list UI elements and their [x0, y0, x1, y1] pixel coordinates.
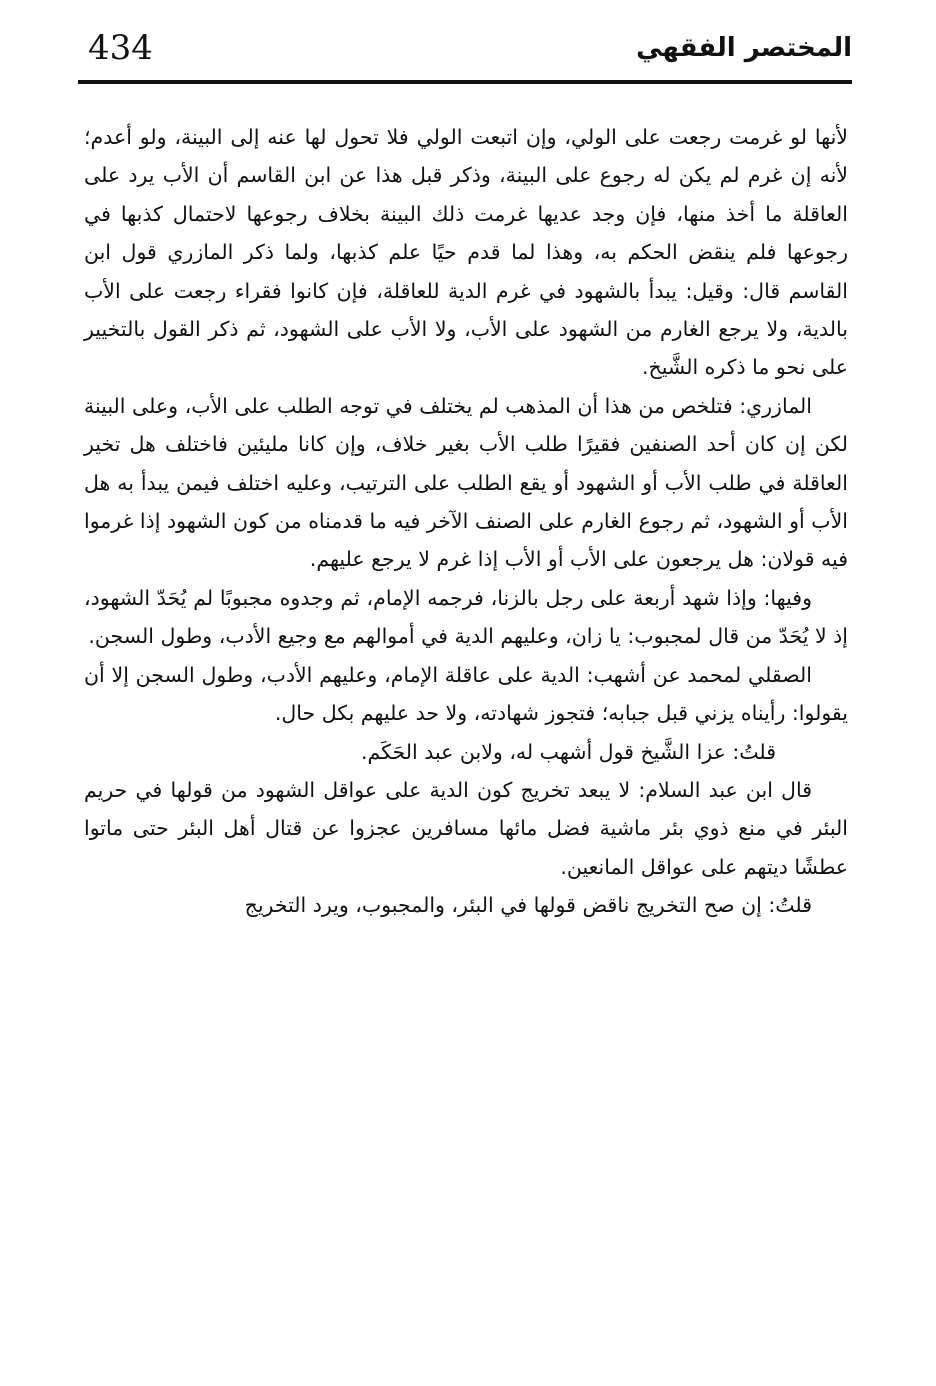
page-number: 434 — [88, 28, 153, 68]
paragraph-1: لأنها لو غرمت رجعت على الولي، وإن اتبعت الولي فلا تحول لها عنه إلى البينة، ولو أعدم؛ لأنه إن غرم لم يكن له رجوع على البينة، وذكر قبل هذا عن ابن القاسم أن الأب يرد على العاقلة ما أخذ منها، فإن وجد عديها غرمت ذلك البينة بخلاف رجوعها لاحتمال كذبها في رجوعها فلم ينقض الحكم به، وهذا لما قدم حيًا علم كذبها، ولما ذكر المازري قول ابن القاسم قال: وقيل: يبدأ بالشهود في غرم الدية للعاقلة، فإن كانوا فقراء رجعت على الأب بالدية، ولا يرجع الغارم من الشهود على الأب، ولا الأب على الشهود، ثم ذكر القول بالتخيير على نحو ما ذكره الشَّيخ. — [84, 125, 848, 380]
paragraph-7: قلتُ: إن صح التخريج ناقض قولها في البئر، والمجبوب، ويرد التخريج — [244, 893, 812, 918]
paragraph-6: قال ابن عبد السلام: لا يبعد تخريج كون الدية على عواقل الشهود من قولها في حريم البئر في منع ذوي بئر ماشية فضل مائها مسافرين عجزوا عن قتال أهل البئر حتى ماتوا عطشًا ديتهم على عواقل المانعين. — [84, 777, 848, 879]
page-header — [78, 26, 852, 82]
header-rule — [78, 80, 852, 84]
paragraph-2: المازري: فتلخص من هذا أن المذهب لم يختلف في توجه الطلب على الأب، وعلى البينة لكن إن كان أحد الصنفين فقيرًا طلب الأب بغير خلاف، وإن كانا مليئين فاختلف هل تخير العاقلة في طلب الأب أو الشهود أو يقع الطلب على الترتيب، وعليه اختلف فيمن يبدأ به هل الأب أو الشهود، ثم رجوع الغارم على الصنف الآخر فيه ما قدمناه من كون الشهود إذا غرموا فيه قولان: هل يرجعون على الأب أو الأب إذا غرم لا يرجع عليهم. — [84, 393, 848, 572]
page-body — [84, 118, 848, 925]
paragraph-4: الصقلي لمحمد عن أشهب: الدية على عاقلة الإمام، وعليهم الأدب، وطول السجن إلا أن يقولوا: رأيناه يزني قبل جبابه؛ فتجوز شهادته، ولا حد عليهم بكل حال. — [84, 662, 848, 726]
paragraph-3: وفيها: وإذا شهد أربعة على رجل بالزنا، فرجمه الإمام، ثم وجدوه مجبوبًا لم يُحَدّ الشهود، إذ لا يُحَدّ من قال لمجبوب: يا زان، وعليهم الدية في أموالهم مع وجيع الأدب، وطول السجن. — [84, 585, 848, 649]
paragraph-5: قلتُ: عزا الشَّيخ قول أشهب له، ولابن عبد الحَكَم. — [361, 739, 776, 764]
running-title: المختصر الفقهي — [636, 33, 852, 63]
